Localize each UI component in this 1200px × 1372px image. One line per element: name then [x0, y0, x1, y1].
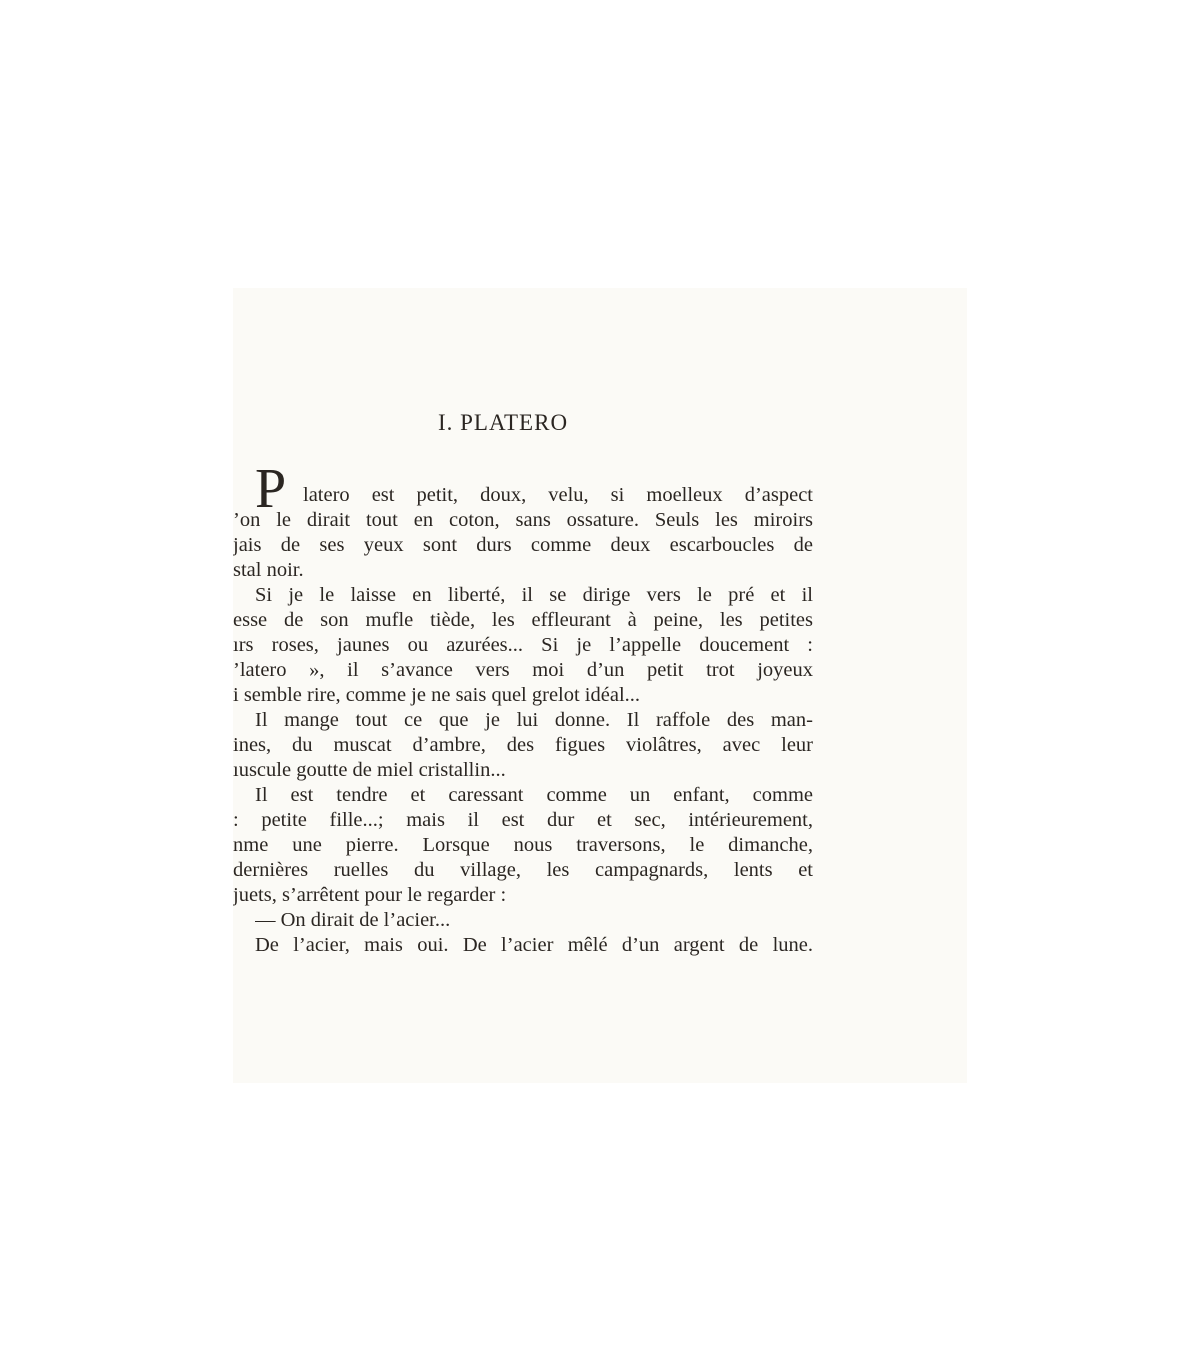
paragraph-1-line-1: latero est petit, doux, velu, si moelleux d’aspect — [303, 484, 813, 506]
paragraph-2-line-5: i semble rire, comme je ne sais quel grelot idéal... — [233, 684, 641, 706]
book-page — [233, 288, 967, 1083]
paragraph-1-line-3: jais de ses yeux sont durs comme deux escarboucles de — [233, 534, 813, 556]
paragraph-6-line-1: De l’acier, mais oui. De l’acier mêlé d’un argent de lune. — [255, 934, 813, 956]
paragraph-1-line-2: ’on le dirait tout en coton, sans ossature. Seuls les miroirs — [233, 509, 813, 531]
paragraph-4-line-2: : petite fille...; mais il est dur et sec, intérieurement, — [233, 809, 813, 831]
chapter-title: I. PLATERO — [437, 410, 569, 435]
paragraph-2-line-3: ırs roses, jaunes ou azurées... Si je l’appelle doucement : — [233, 634, 813, 656]
drop-cap: P — [255, 458, 287, 520]
paragraph-4-line-5: juets, s’arrêtent pour le regarder : — [233, 884, 507, 906]
paragraph-2-line-4: ’latero », il s’avance vers moi d’un petit trot joyeux — [233, 659, 813, 681]
paragraph-3-line-1: Il mange tout ce que je lui donne. Il raffole des man- — [255, 709, 813, 731]
paragraph-4-line-3: nme une pierre. Lorsque nous traversons, le dimanche, — [233, 834, 813, 856]
paragraph-4-line-1: Il est tendre et caressant comme un enfant, comme — [255, 784, 813, 806]
paragraph-3-line-3: ıuscule goutte de miel cristallin... — [233, 759, 506, 781]
paragraph-2-line-2: esse de son mufle tiède, les effleurant à peine, les petites — [233, 609, 813, 631]
paragraph-3-line-2: ines, du muscat d’ambre, des figues violâtres, avec leur — [233, 734, 813, 756]
paragraph-4-line-4: dernières ruelles du village, les campagnards, lents et — [233, 859, 813, 881]
paragraph-5-line-1: — On dirait de l’acier... — [255, 909, 451, 931]
paragraph-2-line-1: Si je le laisse en liberté, il se dirige vers le pré et il — [255, 584, 813, 606]
paragraph-1-line-4: stal noir. — [233, 559, 304, 581]
